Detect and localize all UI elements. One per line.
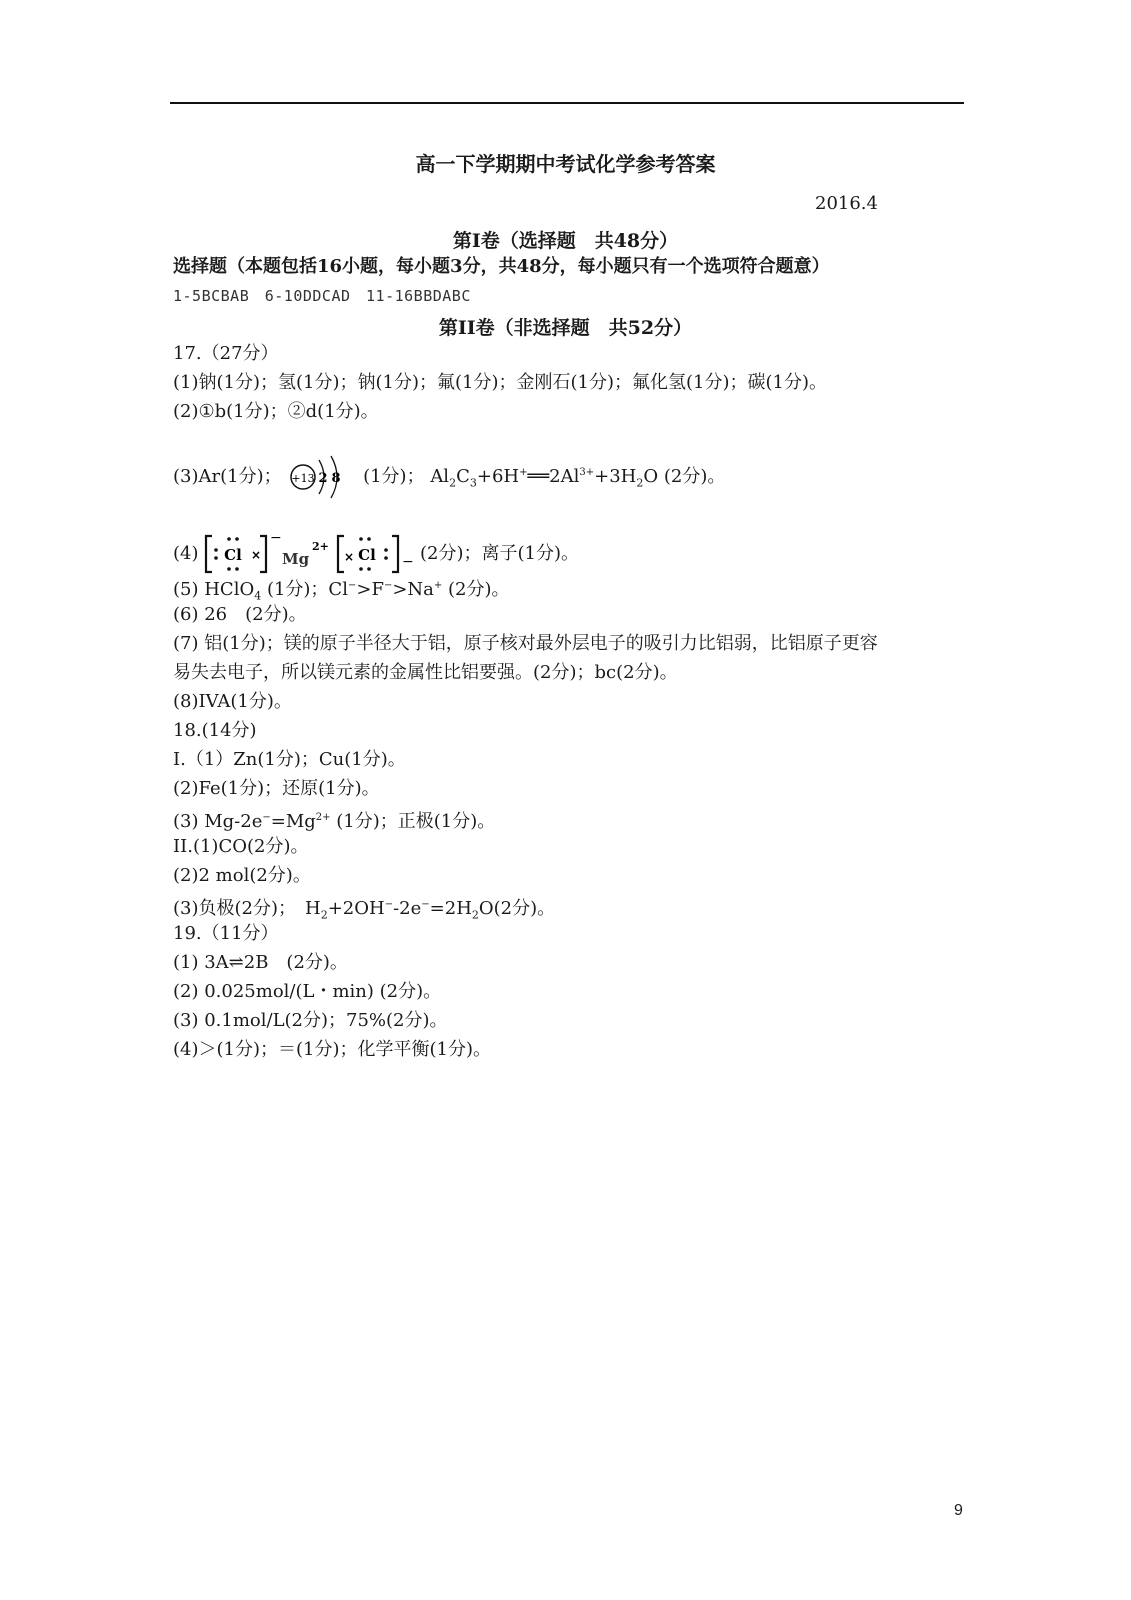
part1-heading: 第Ⅰ卷（选择题 共48分） (452, 230, 679, 252)
q17-part3-prefix: (3)Ar(1分)； (173, 466, 282, 487)
chlorine-right: Cl (358, 546, 377, 564)
q19-part2: (2) 0.025mol/(L・min) (2分)。 (173, 981, 442, 1002)
shell-2-electrons: 8 (331, 471, 341, 486)
chlorine-left: Cl (224, 546, 243, 564)
nucleus-charge: +13 (291, 472, 315, 485)
chloride-charge-left: − (270, 530, 282, 546)
q18-ii-part1: II.(1)CO(2分)。 (173, 836, 309, 857)
q17-part3 (173, 452, 725, 502)
header-rule (170, 102, 964, 104)
q17-part3-equation: $Al_2C_3+6H^+══2Al^{3+}+3H_2O$ (2分)。 (430, 466, 726, 490)
q17-part2: (2)①b(1分)；②d(1分)。 (173, 401, 379, 422)
q18-i-part1: I.（1）Zn(1分)；Cu(1分)。 (173, 749, 406, 770)
q19-part4: (4)＞(1分)；＝(1分)；化学平衡(1分)。 (173, 1039, 491, 1060)
q18-i-part3: (3) $Mg-2e^-=Mg^{2+}$ (1分)；正极(1分)。 (173, 811, 496, 832)
chloride-charge-right: − (402, 554, 414, 570)
shell-1-electrons: 2 (318, 471, 328, 486)
q17-part4-suffix: (2分)；离子(1分)。 (419, 543, 579, 564)
svg-text:×: × (344, 550, 355, 564)
q17-part4-prefix: (4) (173, 543, 199, 564)
q17-part5: (5) HClO$_4$ (1分)；Cl−>F−>Na+ (2分)。 (173, 579, 510, 603)
q17-part3-mid: (1分)； (363, 466, 425, 487)
q17-part8: (8)IVA(1分)。 (173, 691, 292, 712)
q17-part7-line2: 易失去电子，所以镁元素的金属性比铝要强。(2分)；bc(2分)。 (173, 662, 678, 683)
page-number: 9 (954, 1502, 963, 1519)
q19-title: 19.（11分） (173, 923, 279, 944)
svg-text:×: × (251, 548, 262, 562)
aluminum-atom-structure-diagram (287, 452, 357, 502)
q17-title: 17.（27分） (173, 343, 279, 364)
magnesium-charge: 2+ (312, 540, 330, 553)
q18-ii-part2: (2)2 mol(2分)。 (173, 865, 311, 886)
q18-i-part2: (2)Fe(1分)；还原(1分)。 (173, 778, 380, 799)
q17-part6: (6) 26 (2分)。 (173, 604, 307, 625)
document-date: 2016.4 (815, 193, 878, 214)
q18-ii-part3: (3)负极(2分)； $H_2+2OH^--2e^-=2H_2O(2$分)。 (173, 898, 556, 922)
q19-part1: (1) 3A⇌2B (2分)。 (173, 952, 348, 973)
part1-answers: 1-5BCBAB 6-10DDCAD 11-16BBDABC (173, 287, 471, 305)
document-title: 高一下学期期中考试化学参考答案 (415, 152, 716, 176)
magnesium-symbol: Mg (282, 550, 310, 568)
q18-title: 18.(14分) (173, 720, 257, 741)
q17-part7-line1: (7) 铝(1分)；镁的原子半径大于铝，原子核对最外层电子的吸引力比铝弱，比铝原子更容 (173, 633, 878, 654)
q17-part1: (1)钠(1分)；氢(1分)；钠(1分)；氟(1分)；金刚石(1分)；氟化氢(1分)；碳(1分)。 (173, 372, 827, 393)
q19-part3: (3) 0.1mol/L(2分)；75%(2分)。 (173, 1010, 448, 1031)
magnesium-chloride-lewis-structure (204, 530, 414, 578)
q17-part4 (173, 530, 579, 578)
part1-instruction: 选择题（本题包括16小题，每小题3分，共48分，每小题只有一个选项符合题意） (173, 256, 830, 277)
part2-heading: 第II卷（非选择题 共52分） (438, 317, 693, 339)
